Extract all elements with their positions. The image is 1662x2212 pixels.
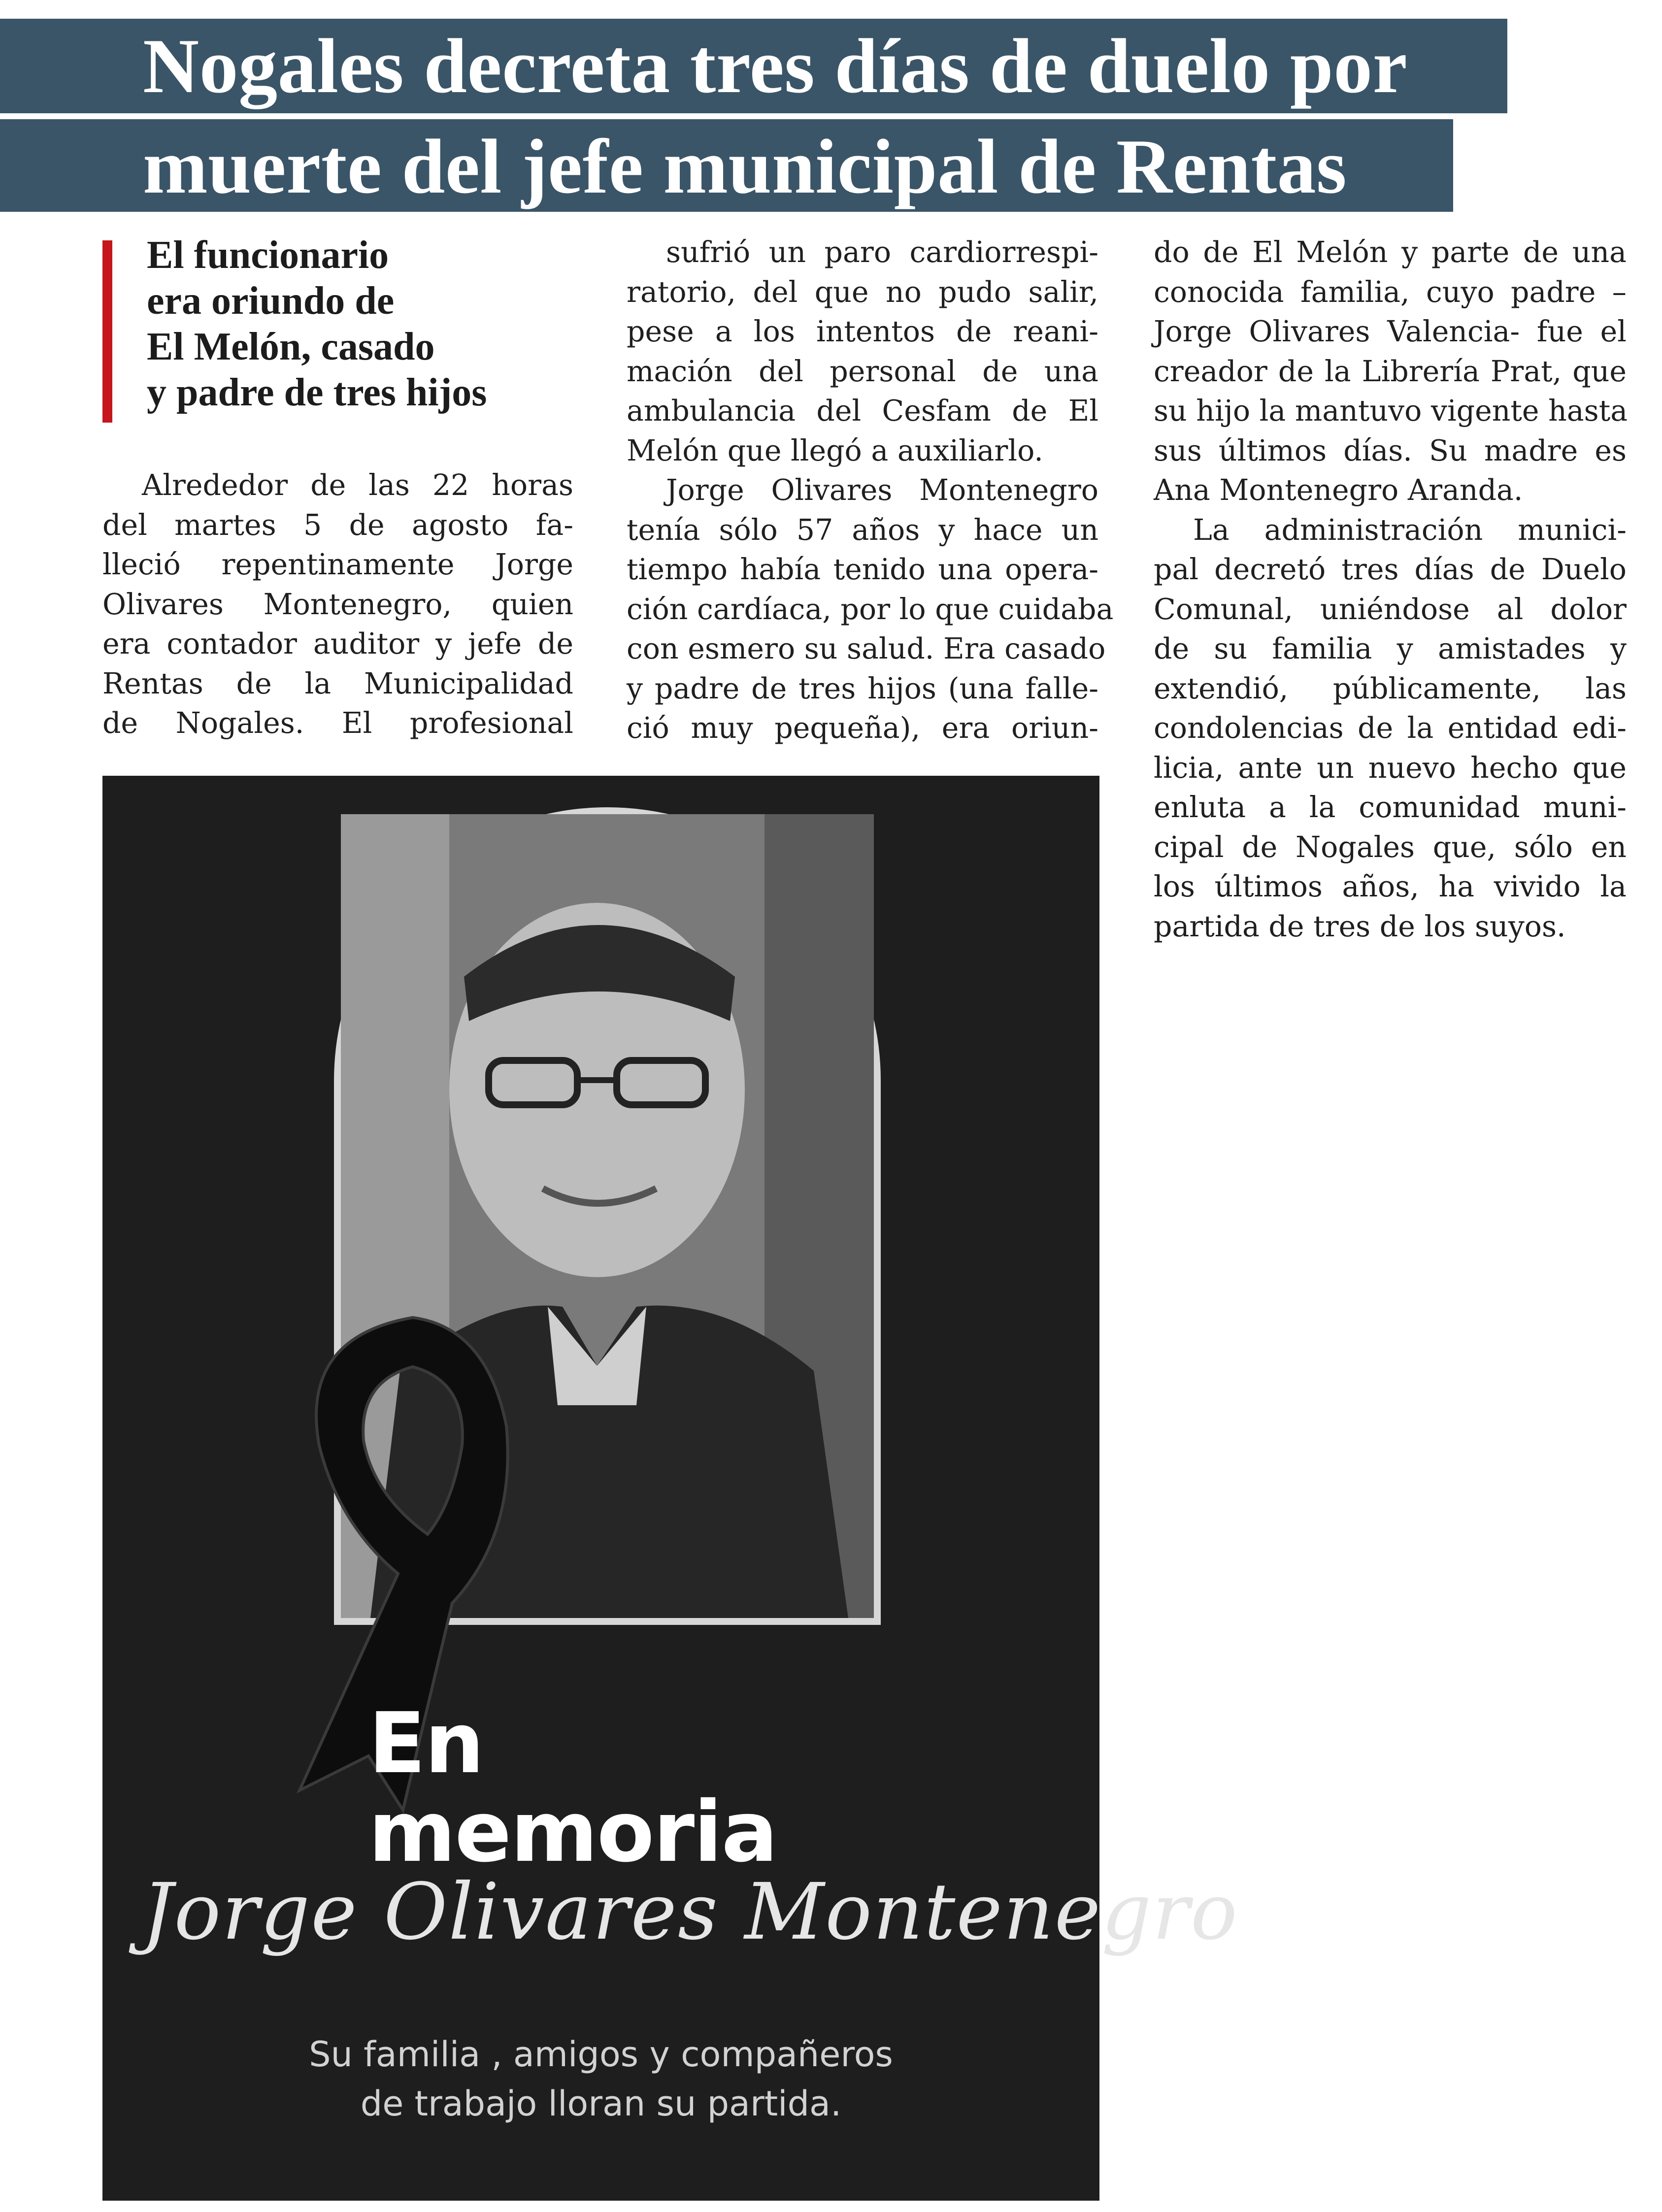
body-line: creador de la Librería Prat, que xyxy=(1154,354,1627,388)
article-column-1 xyxy=(102,465,573,743)
body-line: de su familia y amistades y xyxy=(1154,632,1627,665)
subhead-line: El funcionario xyxy=(147,233,389,277)
body-line: pese a los intentos de reani- xyxy=(627,315,1098,348)
body-line: los últimos años, ha vivido la xyxy=(1154,870,1627,903)
body-line: sufrió un paro cardiorrespi- xyxy=(666,235,1098,269)
memorial-title-line-1: En xyxy=(368,1695,484,1792)
body-line: sus últimos días. Su madre es xyxy=(1154,433,1627,467)
body-line: licia, ante un nuevo hecho que xyxy=(1154,751,1627,785)
subhead-line: El Melón, casado xyxy=(147,325,435,368)
body-line: ció muy pequeña), era oriun- xyxy=(627,711,1098,745)
body-line: del martes 5 de agosto fa- xyxy=(102,508,573,542)
body-line: tenía sólo 57 años y hace un xyxy=(627,513,1098,547)
subheadline xyxy=(147,232,570,416)
memorial-caption-line-2: de trabajo lloran su partida. xyxy=(360,2083,842,2124)
body-line: era contador auditor y jefe de xyxy=(102,627,573,660)
body-line: ción cardíaca, por lo que cuidaba xyxy=(627,592,1114,626)
body-line: Olivares Montenegro, quien xyxy=(102,587,573,621)
subhead-line: era oriundo de xyxy=(147,279,395,323)
body-line: Alrededor de las 22 horas xyxy=(142,468,573,502)
headline-text-2: muerte del jefe municipal de Rentas xyxy=(143,124,1347,210)
body-line: y padre de tres hijos (una falle- xyxy=(627,671,1098,705)
memorial-signature: Jorge Olivares Montenegro xyxy=(142,1867,1238,1957)
body-line: enluta a la comunidad muni- xyxy=(1154,791,1627,824)
body-line: mación del personal de una xyxy=(627,354,1098,388)
body-line: Comunal, uniéndose al dolor xyxy=(1154,592,1627,626)
subhead-accent-bar xyxy=(102,240,112,423)
body-line: tiempo había tenido una opera- xyxy=(627,553,1098,586)
body-line: Jorge Olivares Valencia- fue el xyxy=(1154,315,1627,348)
body-line: ratorio, del que no pudo salir, xyxy=(627,275,1098,309)
body-line: su hijo la mantuvo vigente hasta xyxy=(1154,394,1628,428)
body-line: de Nogales. El profesional xyxy=(102,706,573,740)
article-column-3 xyxy=(1154,232,1627,946)
subhead-line: y padre de tres hijos xyxy=(147,371,487,414)
body-line: Rentas de la Municipalidad xyxy=(102,666,573,700)
body-line: Ana Montenegro Aranda. xyxy=(1154,473,1523,507)
body-line: partida de tres de los suyos. xyxy=(1154,909,1566,943)
body-line: lleció repentinamente Jorge xyxy=(102,548,573,581)
memorial-title-line-2: memoria xyxy=(368,1783,777,1881)
body-line: Jorge Olivares Montenegro xyxy=(666,473,1098,507)
body-line: extendió, públicamente, las xyxy=(1154,671,1627,705)
body-line: cipal de Nogales que, sólo en xyxy=(1154,830,1627,864)
body-line: conocida familia, cuyo padre – xyxy=(1154,275,1627,309)
headline-text-1: Nogales decreta tres días de duelo por xyxy=(143,23,1408,109)
headline-line-1 xyxy=(0,19,1507,113)
body-line: Melón que llegó a auxiliarlo. xyxy=(627,433,1043,467)
body-line: La administración munici- xyxy=(1193,513,1627,547)
body-line: ambulancia del Cesfam de El xyxy=(627,394,1098,428)
memorial-caption-line-1: Su familia , amigos y compañeros xyxy=(309,2034,893,2075)
body-line: pal decretó tres días de Duelo xyxy=(1154,553,1627,586)
body-line: do de El Melón y parte de una xyxy=(1154,235,1627,269)
body-line: con esmero su salud. Era casado xyxy=(627,632,1106,665)
headline-line-2 xyxy=(0,119,1453,212)
memorial-photo xyxy=(102,776,1238,2201)
body-line: condolencias de la entidad edi- xyxy=(1154,711,1627,745)
article-column-2 xyxy=(627,232,1114,748)
